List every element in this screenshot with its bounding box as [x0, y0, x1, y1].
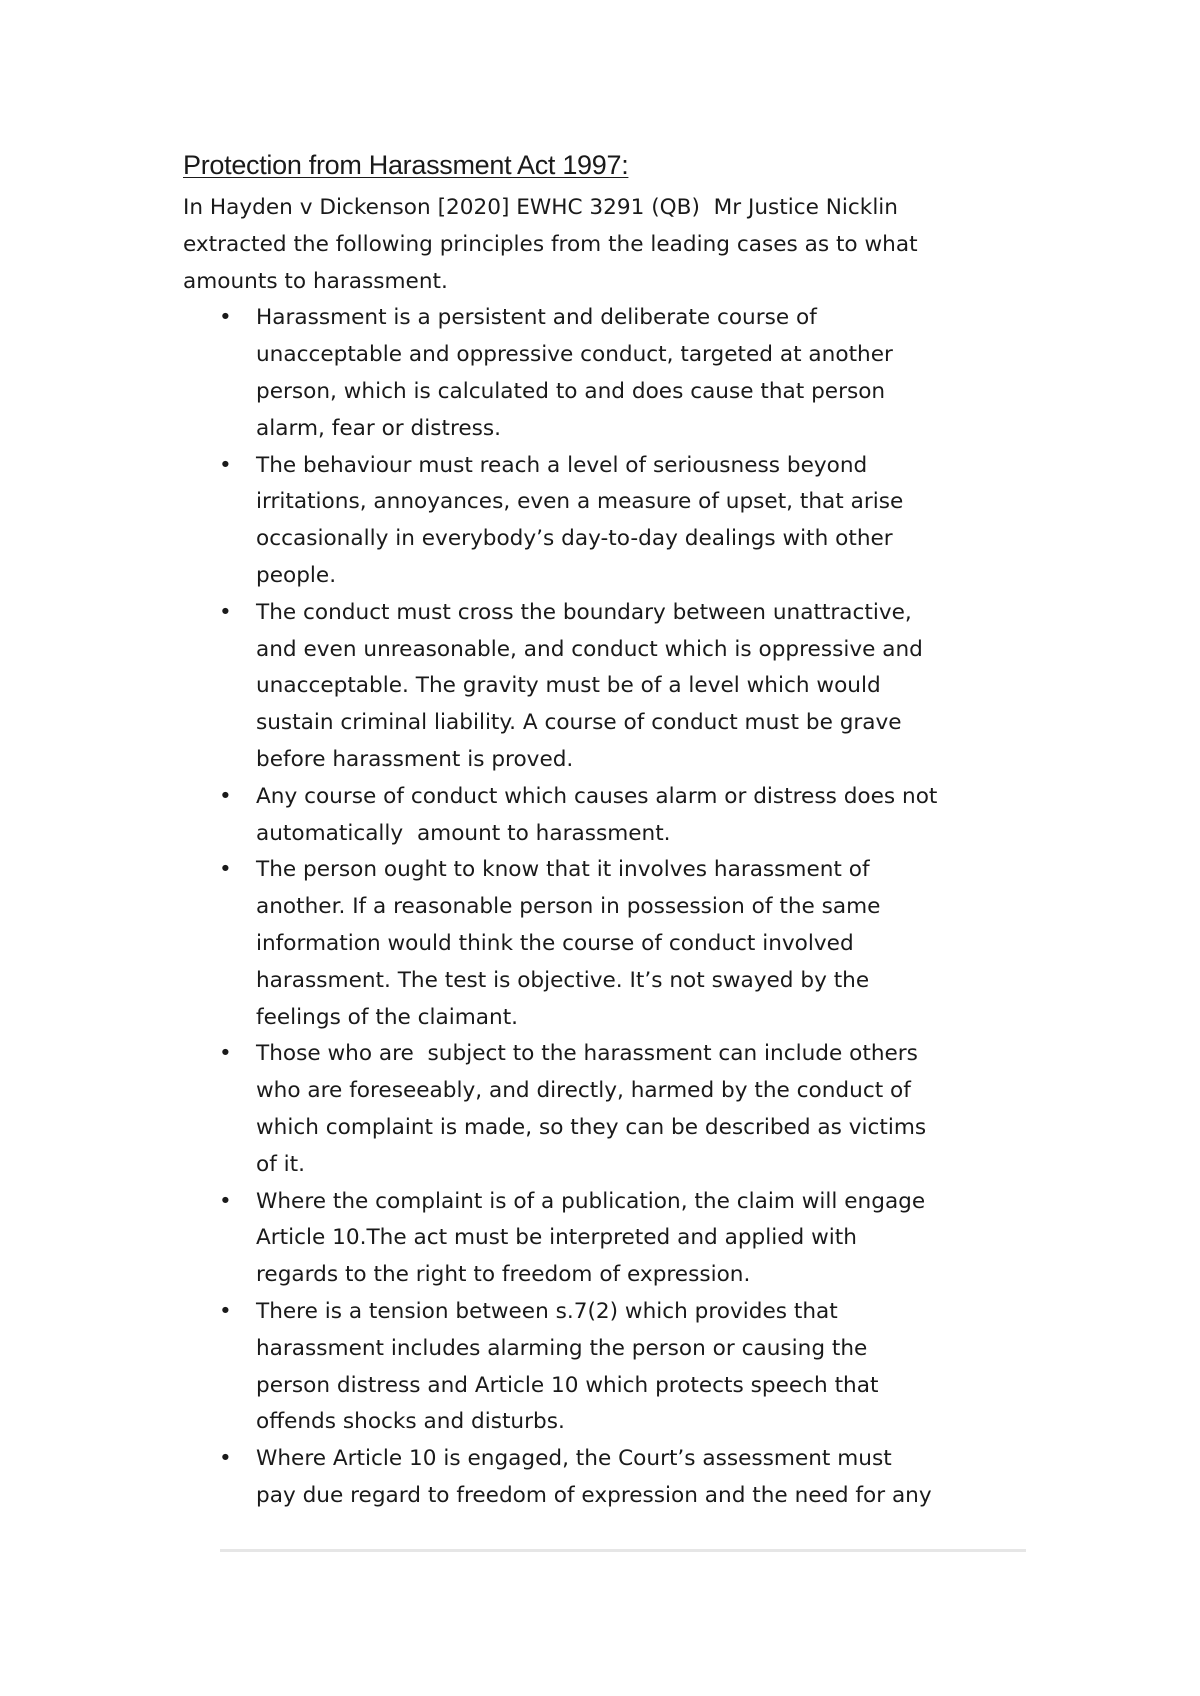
list-item-line: regards to the right to freedom of expression.: [256, 1262, 751, 1288]
list-item-line: The conduct must cross the boundary between unattractive,: [256, 599, 912, 625]
list-item-line: sustain criminal liability. A course of conduct must be grave: [256, 710, 902, 736]
list-item-line: before harassment is proved.: [256, 746, 574, 772]
list-item-line: of it.: [256, 1151, 306, 1177]
list-item-line: automatically amount to harassment.: [256, 820, 671, 846]
bullet-icon: •: [219, 599, 232, 625]
bullet-icon: •: [219, 1446, 232, 1472]
principles-list: [183, 300, 937, 1514]
list-item-line: Where the complaint is of a publication, the claim will engage: [256, 1188, 926, 1214]
intro-line: extracted the following principles from the leading cases as to what: [183, 231, 918, 257]
list-item-line: person distress and Article 10 which protects speech that: [256, 1372, 879, 1398]
list-item-line: who are foreseeably, and directly, harmed by the conduct of: [256, 1078, 911, 1104]
page-divider: [220, 1549, 1026, 1552]
list-item: [183, 1441, 937, 1515]
list-item-line: alarm, fear or distress.: [256, 415, 502, 441]
intro-line: amounts to harassment.: [183, 268, 448, 294]
list-item-line: pay due regard to freedom of expression and the need for any: [256, 1482, 932, 1508]
list-item: [183, 852, 937, 1036]
bullet-icon: •: [219, 1298, 232, 1324]
bullet-icon: •: [219, 1188, 232, 1214]
list-item-line: people.: [256, 562, 337, 588]
list-item-line: harassment includes alarming the person or causing the: [256, 1335, 868, 1361]
list-item-line: feelings of the claimant.: [256, 1004, 519, 1030]
bullet-icon: •: [219, 452, 232, 478]
list-item-line: person, which is calculated to and does cause that person: [256, 378, 886, 404]
list-item-line: another. If a reasonable person in possession of the same: [256, 894, 881, 920]
list-item: [183, 300, 937, 447]
list-item: [183, 779, 937, 853]
bullet-icon: •: [219, 783, 232, 809]
list-item-line: offends shocks and disturbs.: [256, 1409, 565, 1435]
list-item: [183, 1294, 937, 1441]
list-item-line: information would think the course of conduct involved: [256, 930, 854, 956]
intro-paragraph: [183, 190, 937, 300]
bullet-icon: •: [219, 305, 232, 331]
list-item-line: Harassment is a persistent and deliberate course of: [256, 305, 817, 331]
list-item: [183, 1036, 937, 1183]
list-item-line: Article 10.The act must be interpreted and applied with: [256, 1225, 857, 1251]
list-item-line: unacceptable and oppressive conduct, targeted at another: [256, 342, 893, 368]
list-item-line: and even unreasonable, and conduct which is oppressive and: [256, 636, 923, 662]
list-item-line: which complaint is made, so they can be described as victims: [256, 1114, 927, 1140]
list-item: [183, 595, 937, 779]
bullet-icon: •: [219, 1041, 232, 1067]
list-item-line: Any course of conduct which causes alarm or distress does not: [256, 783, 938, 809]
list-item: [183, 1184, 937, 1294]
list-item-line: The behaviour must reach a level of seriousness beyond: [256, 452, 868, 478]
list-item-line: irritations, annoyances, even a measure of upset, that arise: [256, 489, 904, 515]
list-item-line: There is a tension between s.7(2) which provides that: [256, 1298, 838, 1324]
intro-line: In Hayden v Dickenson [2020] EWHC 3291 (QB) Mr Justice Nicklin: [183, 195, 898, 220]
list-item-line: harassment. The test is objective. It’s not swayed by the: [256, 967, 870, 993]
list-item: [183, 448, 937, 595]
list-item-line: Where Article 10 is engaged, the Court’s assessment must: [256, 1446, 892, 1472]
document-body: [183, 190, 937, 1515]
list-item-line: Those who are subject to the harassment can include others: [256, 1041, 918, 1067]
bullet-icon: •: [219, 857, 232, 883]
list-item-line: occasionally in everybody’s day-to-day dealings with other: [256, 526, 893, 552]
document-title: Protection from Harassment Act 1997:: [183, 150, 629, 180]
list-item-line: The person ought to know that it involves harassment of: [256, 857, 870, 883]
list-item-line: unacceptable. The gravity must be of a level which would: [256, 673, 881, 699]
